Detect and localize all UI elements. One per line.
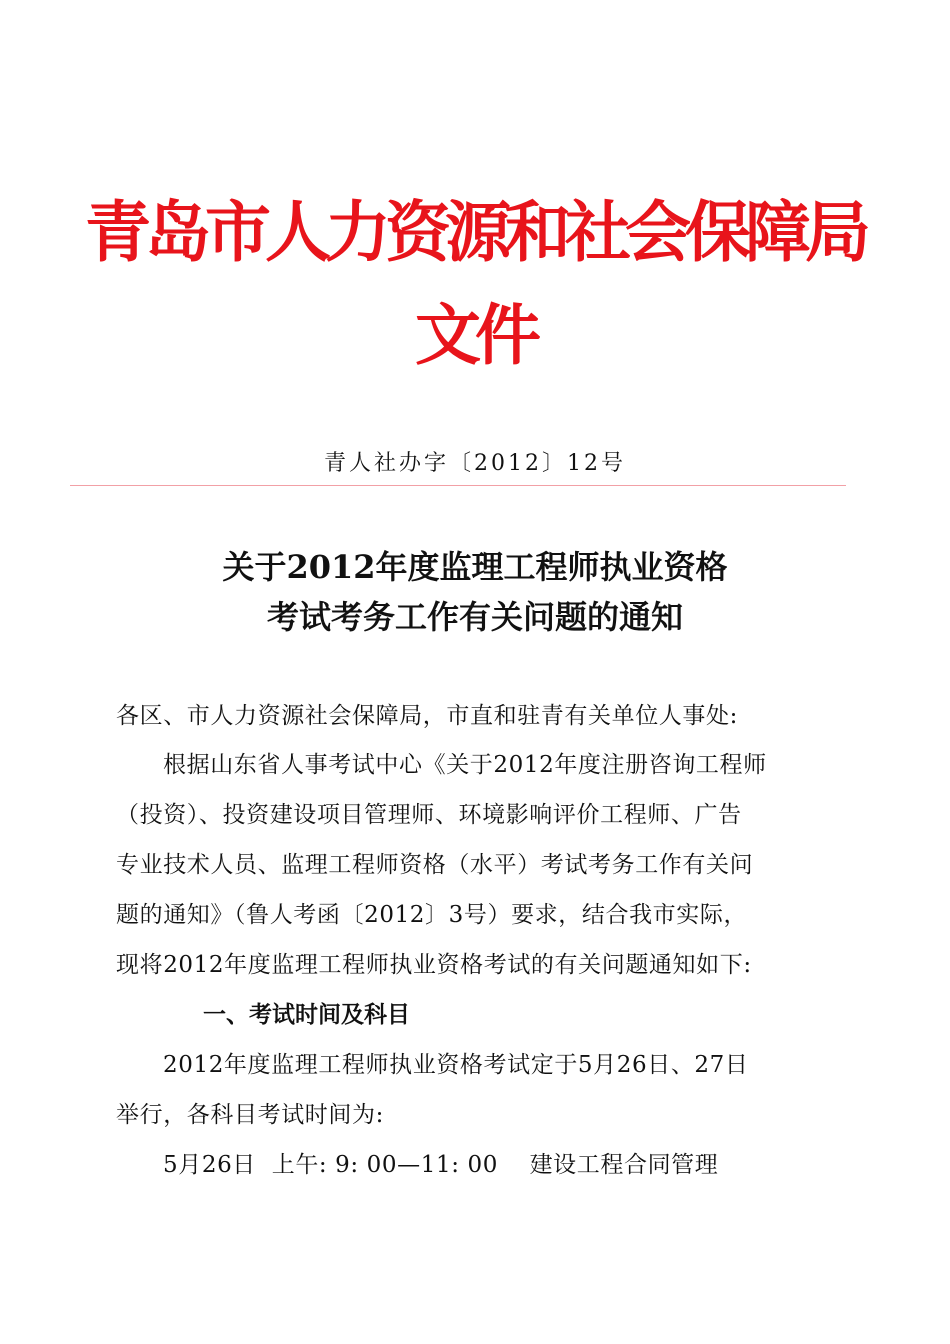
paragraph-1-line-1: 根据山东省人事考试中心《关于2012年度注册咨询工程师 xyxy=(163,752,767,778)
paragraph-1-line-3: 专业技术人员、监理工程师资格（水平）考试考务工作有关问 xyxy=(116,852,754,878)
paragraph-2-line-1: 2012年度监理工程师执业资格考试定于5月26日、27日 xyxy=(163,1052,749,1078)
addressee-line: 各区、市人力资源社会保障局，市直和驻青有关单位人事处: xyxy=(116,703,738,729)
notice-title-line-2: 考试考务工作有关问题的通知 xyxy=(266,598,683,636)
section-1-heading: 一、考试时间及科目 xyxy=(203,1002,410,1028)
red-divider-line xyxy=(70,485,846,486)
paragraph-1-line-2: （投资）、投资建设项目管理师、环境影响评价工程师、广告 xyxy=(116,802,742,828)
paragraph-2-line-2: 举行，各科目考试时间为: xyxy=(116,1102,384,1128)
paragraph-1-line-5: 现将2012年度监理工程师执业资格考试的有关问题通知如下: xyxy=(116,952,752,978)
paragraph-1-line-4: 题的通知》（鲁人考函〔2012〕3号）要求，结合我市实际， xyxy=(116,902,748,928)
schedule-line: 5月26日 上午: 9: 00—11: 00 建设工程合同管理 xyxy=(163,1152,719,1178)
document-number: 青人社办字〔2012〕12号 xyxy=(324,451,626,476)
masthead-subtitle: 文件 xyxy=(415,297,535,374)
notice-title-line-1: 关于2012年度监理工程师执业资格 xyxy=(222,548,728,586)
masthead-title: 青岛市人力资源和社会保障局 xyxy=(85,194,865,271)
